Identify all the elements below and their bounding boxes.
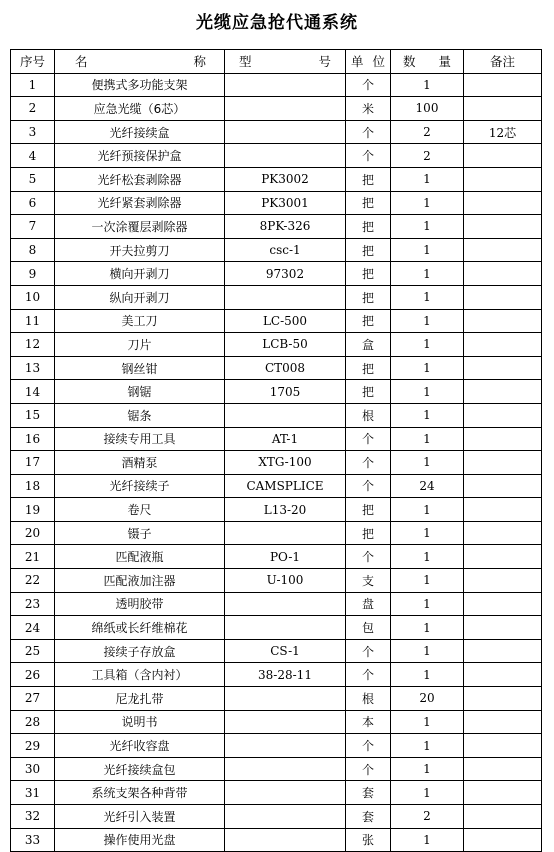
cell-unit: 支 [346, 569, 391, 593]
table-row [11, 663, 542, 687]
cell-note [464, 380, 542, 404]
cell-model: CT008 [225, 356, 346, 380]
cell-unit: 把 [346, 285, 391, 309]
cell-quantity: 1 [391, 616, 464, 640]
cell-name: 尼龙扎带 [55, 687, 225, 711]
cell-name: 一次涂覆层剥除器 [55, 215, 225, 239]
cell-unit: 个 [346, 474, 391, 498]
cell-quantity: 1 [391, 215, 464, 239]
cell-note [464, 97, 542, 121]
cell-name: 美工刀 [55, 309, 225, 333]
cell-name: 光纤引入装置 [55, 805, 225, 829]
cell-note [464, 710, 542, 734]
cell-quantity: 1 [391, 380, 464, 404]
cell-quantity: 1 [391, 262, 464, 286]
cell-unit: 把 [346, 238, 391, 262]
cell-quantity: 1 [391, 333, 464, 357]
cell-quantity: 1 [391, 191, 464, 215]
cell-quantity: 1 [391, 757, 464, 781]
cell-name: 卷尺 [55, 498, 225, 522]
table-row [11, 616, 542, 640]
header-quantity-char-2: 量 [438, 54, 451, 70]
cell-name: 便携式多功能支架 [55, 73, 225, 97]
cell-unit: 张 [346, 828, 391, 852]
cell-model: PK3002 [225, 167, 346, 191]
table-row [11, 569, 542, 593]
cell-serial-no: 15 [11, 403, 55, 427]
cell-quantity: 1 [391, 521, 464, 545]
table-row [11, 734, 542, 758]
cell-name: 钢丝钳 [55, 356, 225, 380]
cell-name: 锯条 [55, 403, 225, 427]
cell-name: 酒精泵 [55, 451, 225, 475]
cell-unit: 本 [346, 710, 391, 734]
cell-quantity: 1 [391, 781, 464, 805]
cell-quantity: 1 [391, 639, 464, 663]
cell-name: 接续专用工具 [55, 427, 225, 451]
cell-serial-no: 29 [11, 734, 55, 758]
cell-model [225, 97, 346, 121]
cell-model: csc-1 [225, 238, 346, 262]
cell-unit: 套 [346, 805, 391, 829]
cell-unit: 个 [346, 734, 391, 758]
cell-serial-no: 10 [11, 285, 55, 309]
cell-serial-no: 28 [11, 710, 55, 734]
cell-serial-no: 30 [11, 757, 55, 781]
table-row [11, 521, 542, 545]
cell-model [225, 73, 346, 97]
cell-unit: 包 [346, 616, 391, 640]
cell-unit: 把 [346, 380, 391, 404]
cell-unit: 盒 [346, 333, 391, 357]
cell-note [464, 167, 542, 191]
cell-note [464, 309, 542, 333]
cell-quantity: 1 [391, 663, 464, 687]
table-row [11, 97, 542, 121]
cell-quantity: 1 [391, 238, 464, 262]
cell-serial-no: 23 [11, 592, 55, 616]
cell-note [464, 262, 542, 286]
cell-unit: 个 [346, 120, 391, 144]
cell-serial-no: 18 [11, 474, 55, 498]
cell-quantity: 1 [391, 403, 464, 427]
header-model [225, 50, 346, 74]
cell-model: LCB-50 [225, 333, 346, 357]
cell-note [464, 498, 542, 522]
cell-name: 光纤收容盘 [55, 734, 225, 758]
header-note: 备注 [464, 50, 542, 74]
cell-serial-no: 24 [11, 616, 55, 640]
cell-name: 接续子存放盒 [55, 639, 225, 663]
cell-unit: 个 [346, 545, 391, 569]
cell-quantity: 1 [391, 592, 464, 616]
cell-quantity: 1 [391, 451, 464, 475]
cell-unit: 个 [346, 427, 391, 451]
cell-name: 开夫拉剪刀 [55, 238, 225, 262]
table-row [11, 781, 542, 805]
cell-serial-no: 3 [11, 120, 55, 144]
cell-model: LC-500 [225, 309, 346, 333]
cell-name: 光纤接续子 [55, 474, 225, 498]
header-model-char-1: 型 [239, 54, 252, 70]
table-row [11, 498, 542, 522]
table-row [11, 757, 542, 781]
cell-unit: 米 [346, 97, 391, 121]
header-name-char-1: 名 [75, 54, 88, 70]
cell-name: 光纤接续盒 [55, 120, 225, 144]
cell-quantity: 1 [391, 309, 464, 333]
cell-model: 97302 [225, 262, 346, 286]
cell-serial-no: 4 [11, 144, 55, 168]
table-row [11, 144, 542, 168]
cell-name: 工具箱（含内衬） [55, 663, 225, 687]
table-row [11, 639, 542, 663]
cell-model [225, 781, 346, 805]
cell-model [225, 734, 346, 758]
cell-note [464, 451, 542, 475]
cell-serial-no: 17 [11, 451, 55, 475]
cell-unit: 盘 [346, 592, 391, 616]
table-row [11, 710, 542, 734]
cell-note: 12芯 [464, 120, 542, 144]
cell-name: 光纤接续盒包 [55, 757, 225, 781]
cell-serial-no: 5 [11, 167, 55, 191]
cell-serial-no: 19 [11, 498, 55, 522]
cell-unit: 个 [346, 639, 391, 663]
cell-model: PO-1 [225, 545, 346, 569]
cell-quantity: 100 [391, 97, 464, 121]
cell-unit: 个 [346, 663, 391, 687]
cell-model: AT-1 [225, 427, 346, 451]
table-row [11, 191, 542, 215]
cell-unit: 把 [346, 167, 391, 191]
cell-quantity: 20 [391, 687, 464, 711]
cell-name: 绵纸或长纤维棉花 [55, 616, 225, 640]
cell-unit: 根 [346, 403, 391, 427]
cell-model: 8PK-326 [225, 215, 346, 239]
header-quantity [391, 50, 464, 74]
cell-note [464, 333, 542, 357]
cell-note [464, 144, 542, 168]
cell-serial-no: 26 [11, 663, 55, 687]
table-row [11, 333, 542, 357]
cell-model [225, 403, 346, 427]
cell-unit: 把 [346, 191, 391, 215]
cell-serial-no: 1 [11, 73, 55, 97]
cell-model [225, 828, 346, 852]
cell-serial-no: 2 [11, 97, 55, 121]
table-row [11, 687, 542, 711]
cell-serial-no: 27 [11, 687, 55, 711]
cell-note [464, 828, 542, 852]
cell-quantity: 1 [391, 828, 464, 852]
cell-note [464, 427, 542, 451]
cell-model [225, 521, 346, 545]
cell-note [464, 545, 542, 569]
table-row [11, 427, 542, 451]
cell-quantity: 1 [391, 734, 464, 758]
cell-note [464, 403, 542, 427]
cell-model [225, 144, 346, 168]
cell-unit: 把 [346, 309, 391, 333]
table-header-row [11, 50, 542, 74]
table-row [11, 451, 542, 475]
cell-quantity: 1 [391, 285, 464, 309]
cell-quantity: 1 [391, 73, 464, 97]
cell-note [464, 569, 542, 593]
cell-note [464, 781, 542, 805]
table-row [11, 309, 542, 333]
header-name [55, 50, 225, 74]
cell-model: CAMSPLICE [225, 474, 346, 498]
table-body [11, 73, 542, 852]
cell-quantity: 1 [391, 167, 464, 191]
cell-model: L13-20 [225, 498, 346, 522]
cell-name: 光纤松套剥除器 [55, 167, 225, 191]
header-quantity-char-1: 数 [403, 54, 416, 70]
cell-name: 系统支架各种背带 [55, 781, 225, 805]
cell-note [464, 285, 542, 309]
cell-model: PK3001 [225, 191, 346, 215]
header-unit-char-1: 单 [351, 54, 364, 70]
cell-serial-no: 25 [11, 639, 55, 663]
cell-note [464, 757, 542, 781]
table-row [11, 805, 542, 829]
cell-name: 说明书 [55, 710, 225, 734]
table-row [11, 238, 542, 262]
cell-serial-no: 12 [11, 333, 55, 357]
cell-unit: 个 [346, 451, 391, 475]
cell-note [464, 687, 542, 711]
cell-quantity: 24 [391, 474, 464, 498]
cell-unit: 把 [346, 356, 391, 380]
cell-serial-no: 11 [11, 309, 55, 333]
cell-quantity: 2 [391, 120, 464, 144]
header-model-char-2: 号 [318, 54, 331, 70]
cell-serial-no: 21 [11, 545, 55, 569]
cell-model: U-100 [225, 569, 346, 593]
cell-note [464, 639, 542, 663]
cell-model: 38-28-11 [225, 663, 346, 687]
cell-serial-no: 8 [11, 238, 55, 262]
cell-model [225, 120, 346, 144]
table-row [11, 545, 542, 569]
table-row [11, 215, 542, 239]
cell-quantity: 2 [391, 144, 464, 168]
cell-serial-no: 14 [11, 380, 55, 404]
cell-unit: 个 [346, 73, 391, 97]
cell-note [464, 616, 542, 640]
cell-unit: 把 [346, 262, 391, 286]
table-row [11, 828, 542, 852]
table-row [11, 403, 542, 427]
cell-unit: 个 [346, 144, 391, 168]
cell-serial-no: 32 [11, 805, 55, 829]
cell-note [464, 73, 542, 97]
cell-note [464, 356, 542, 380]
cell-note [464, 474, 542, 498]
cell-model [225, 757, 346, 781]
cell-serial-no: 33 [11, 828, 55, 852]
cell-name: 匹配液瓶 [55, 545, 225, 569]
cell-unit: 把 [346, 521, 391, 545]
cell-model [225, 592, 346, 616]
cell-quantity: 1 [391, 356, 464, 380]
cell-note [464, 663, 542, 687]
cell-model: 1705 [225, 380, 346, 404]
cell-model: XTG-100 [225, 451, 346, 475]
cell-name: 匹配液加注器 [55, 569, 225, 593]
equipment-table [10, 49, 542, 852]
cell-name: 纵向开剥刀 [55, 285, 225, 309]
header-unit-char-2: 位 [372, 54, 385, 70]
cell-name: 刀片 [55, 333, 225, 357]
cell-note [464, 238, 542, 262]
cell-name: 光纤紧套剥除器 [55, 191, 225, 215]
cell-note [464, 592, 542, 616]
header-serial-no: 序号 [11, 50, 55, 74]
header-name-char-2: 称 [193, 54, 206, 70]
cell-note [464, 215, 542, 239]
cell-name: 镊子 [55, 521, 225, 545]
cell-model [225, 616, 346, 640]
cell-serial-no: 13 [11, 356, 55, 380]
cell-unit: 套 [346, 781, 391, 805]
cell-serial-no: 31 [11, 781, 55, 805]
table-row [11, 120, 542, 144]
cell-unit: 把 [346, 498, 391, 522]
cell-serial-no: 6 [11, 191, 55, 215]
cell-note [464, 805, 542, 829]
table-row [11, 262, 542, 286]
table-row [11, 474, 542, 498]
cell-name: 光纤预接保护盒 [55, 144, 225, 168]
cell-quantity: 2 [391, 805, 464, 829]
cell-name: 应急光缆（6芯） [55, 97, 225, 121]
cell-serial-no: 7 [11, 215, 55, 239]
header-unit [346, 50, 391, 74]
cell-note [464, 191, 542, 215]
cell-model [225, 285, 346, 309]
cell-name: 横向开剥刀 [55, 262, 225, 286]
cell-quantity: 1 [391, 569, 464, 593]
cell-quantity: 1 [391, 710, 464, 734]
cell-serial-no: 22 [11, 569, 55, 593]
cell-model: CS-1 [225, 639, 346, 663]
table-row [11, 356, 542, 380]
table-row [11, 73, 542, 97]
cell-quantity: 1 [391, 498, 464, 522]
cell-model [225, 805, 346, 829]
cell-serial-no: 20 [11, 521, 55, 545]
table-row [11, 285, 542, 309]
cell-model [225, 687, 346, 711]
table-row [11, 592, 542, 616]
cell-model [225, 710, 346, 734]
cell-unit: 根 [346, 687, 391, 711]
cell-name: 钢锯 [55, 380, 225, 404]
cell-unit: 把 [346, 215, 391, 239]
cell-note [464, 734, 542, 758]
cell-unit: 个 [346, 757, 391, 781]
cell-serial-no: 9 [11, 262, 55, 286]
cell-name: 操作使用光盘 [55, 828, 225, 852]
cell-quantity: 1 [391, 427, 464, 451]
cell-serial-no: 16 [11, 427, 55, 451]
table-row [11, 167, 542, 191]
cell-name: 透明胶带 [55, 592, 225, 616]
document-title: 光缆应急抢代通系统 [196, 13, 358, 33]
cell-quantity: 1 [391, 545, 464, 569]
cell-note [464, 521, 542, 545]
table-row [11, 380, 542, 404]
